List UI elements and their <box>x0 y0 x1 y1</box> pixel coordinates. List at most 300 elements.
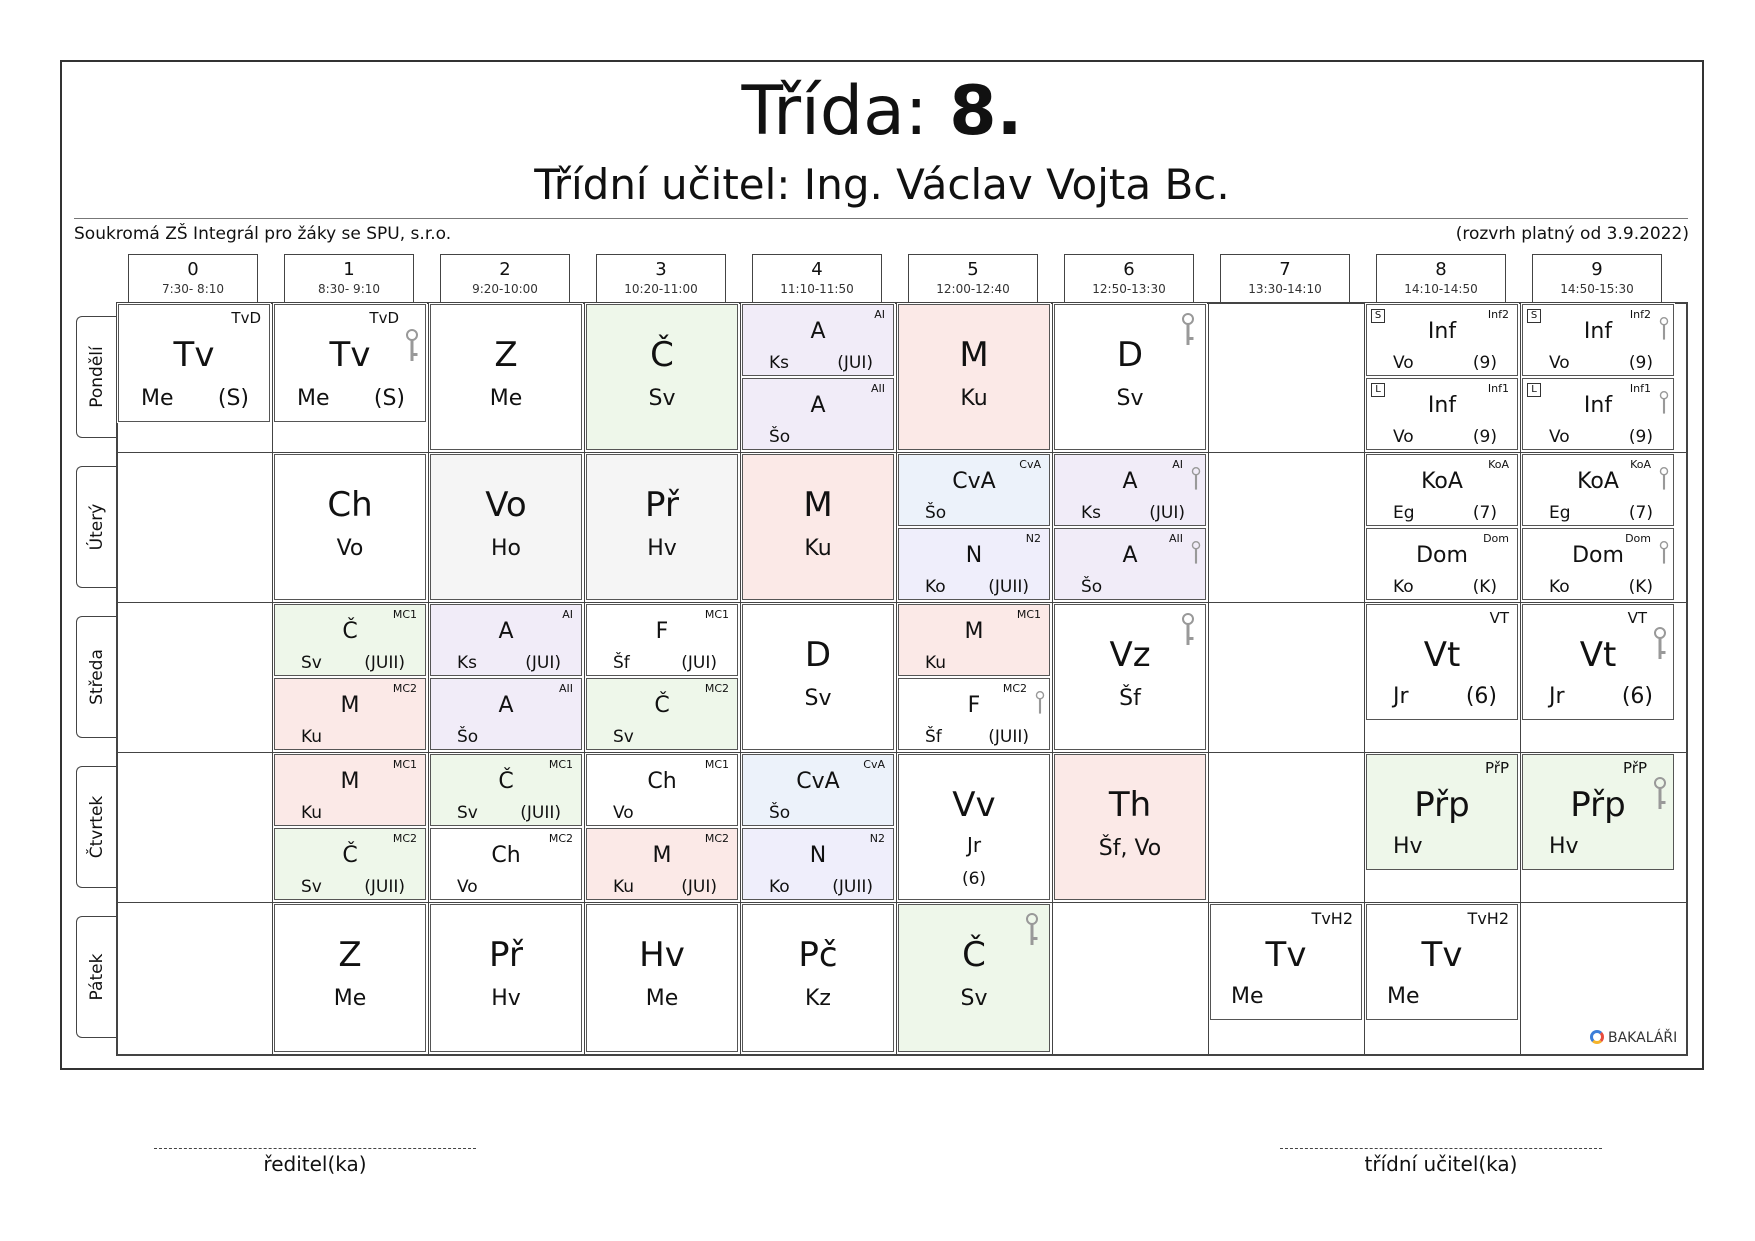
period-time: 12:00-12:40 <box>936 282 1010 296</box>
lesson-cell[interactable] <box>1366 904 1518 1020</box>
subject-label: Pč <box>798 935 838 975</box>
valid-from: (rozvrh platný od 3.9.2022) <box>1455 224 1689 244</box>
teacher-label: Vo <box>457 877 478 897</box>
teacher-label: Me <box>1387 984 1420 1009</box>
signature-line-left <box>154 1148 476 1149</box>
subject-label: Tv <box>329 335 371 375</box>
period-time: 10:20-11:00 <box>624 282 698 296</box>
teacher-label: Me <box>1231 984 1264 1009</box>
subject-label: F <box>967 693 981 718</box>
teacher-label: Jr <box>966 833 982 857</box>
period-number: 6 <box>1123 259 1135 280</box>
teacher-label: Sv <box>804 686 832 711</box>
teacher-label: Me <box>297 386 330 411</box>
teacher-label: Ho <box>490 536 521 561</box>
period-time: 9:20-10:00 <box>472 282 538 296</box>
subject-label: Vv <box>952 785 996 825</box>
lesson-cell[interactable] <box>742 604 894 750</box>
room-label: (S) <box>217 386 249 411</box>
room-label: (JUI) <box>681 877 717 897</box>
subject-label: Ch <box>647 769 677 794</box>
room-label: (K) <box>1628 577 1653 597</box>
lesson-cell[interactable] <box>898 754 1050 900</box>
lesson-cell[interactable] <box>742 754 894 826</box>
row-divider <box>116 452 1688 453</box>
group-label: TvH2 <box>1311 909 1353 928</box>
room-label: (9) <box>1472 427 1497 447</box>
key-icon <box>405 329 419 363</box>
lesson-cell[interactable] <box>742 378 894 450</box>
subject-label: Z <box>494 335 518 375</box>
subject-label: Č <box>498 769 514 794</box>
school-name: Soukromá ZŠ Integrál pro žáky se SPU, s.r.o. <box>74 224 452 244</box>
group-label: MC1 <box>1016 608 1041 621</box>
group-label: CvA <box>863 758 885 771</box>
subject-label: Dom <box>1572 543 1624 568</box>
col-divider <box>1052 302 1053 1056</box>
lesson-cell[interactable] <box>1054 304 1206 450</box>
lesson-cell[interactable] <box>1366 754 1518 870</box>
teacher-label: Hv <box>647 536 677 561</box>
lesson-cell[interactable] <box>586 678 738 750</box>
period-header-8 <box>1376 254 1506 302</box>
teacher-label: Hv <box>491 986 521 1011</box>
teacher-label: Šf, Vo <box>1098 836 1162 861</box>
teacher-label: Hv <box>1549 834 1579 859</box>
group-label: Dom <box>1483 532 1509 545</box>
lesson-cell[interactable] <box>430 604 582 676</box>
subject-label: Č <box>962 935 986 975</box>
lesson-cell[interactable] <box>274 904 426 1052</box>
teacher-label: Sv <box>1116 386 1144 411</box>
teacher-label: Sv <box>301 653 322 673</box>
col-divider <box>1208 302 1209 1056</box>
teacher-label: Vo <box>1549 353 1570 373</box>
teacher-label: Šo <box>769 803 791 823</box>
period-number: 1 <box>343 259 355 280</box>
subject-label: Inf <box>1583 319 1613 344</box>
group-label: MC2 <box>392 832 417 845</box>
group-label: MC2 <box>548 832 573 845</box>
room-label: (JUI) <box>681 653 717 673</box>
room-label: (9) <box>1628 427 1653 447</box>
lesson-cell[interactable] <box>274 304 426 422</box>
subject-label: M <box>803 485 833 525</box>
teacher-label: Šf <box>613 653 630 673</box>
lesson-cell[interactable] <box>1366 304 1518 376</box>
day-tab-tuesday <box>76 466 116 588</box>
corner-marker: S <box>1371 309 1385 323</box>
group-label: PřP <box>1485 759 1509 777</box>
group-label: KoA <box>1488 458 1509 471</box>
title-prefix: Třída: <box>741 72 928 151</box>
period-header-6 <box>1064 254 1194 302</box>
teacher-label: Ko <box>769 877 790 897</box>
group-label: N2 <box>1025 532 1041 545</box>
subject-label: A <box>1122 469 1138 494</box>
subject-label: Přp <box>1414 785 1470 825</box>
class-name: 8. <box>949 72 1023 151</box>
teacher-label: Šf <box>925 727 942 747</box>
col-divider <box>1364 302 1365 1056</box>
period-time: 14:50-15:30 <box>1560 282 1634 296</box>
key-icon <box>1025 913 1039 947</box>
teacher-label: Jr <box>1549 684 1565 709</box>
teacher-label: Ko <box>1393 577 1414 597</box>
teacher-label: Šf <box>1119 686 1141 711</box>
day-label: Čtvrtek <box>86 795 107 859</box>
teacher-label: Eg <box>1393 503 1415 523</box>
lesson-cell[interactable] <box>1522 378 1674 450</box>
lesson-cell[interactable] <box>1366 454 1518 526</box>
room-label: (JUII) <box>988 577 1029 597</box>
lesson-cell[interactable] <box>898 304 1050 450</box>
period-number: 0 <box>187 259 199 280</box>
day-label: Pondělí <box>86 346 107 408</box>
room-label: (6) <box>1621 684 1653 709</box>
lesson-cell[interactable] <box>430 754 582 826</box>
key-icon <box>1653 627 1667 661</box>
row-divider <box>116 752 1688 753</box>
subject-label: KoA <box>1421 469 1463 494</box>
subject-label: M <box>340 769 360 794</box>
key-icon <box>1659 467 1669 491</box>
teacher-label: Ko <box>1549 577 1570 597</box>
day-tab-monday <box>76 316 116 438</box>
lesson-cell[interactable] <box>274 604 426 676</box>
teacher-label: Me <box>333 986 367 1011</box>
room-label: (JUI) <box>525 653 561 673</box>
key-icon <box>1035 691 1045 715</box>
lesson-cell[interactable] <box>898 528 1050 600</box>
group-label: Inf1 <box>1487 382 1509 395</box>
teacher-label: Vo <box>613 803 634 823</box>
subject-label: Č <box>342 619 358 644</box>
period-time: 11:10-11:50 <box>780 282 854 296</box>
teacher-label: Vo <box>1549 427 1570 447</box>
teacher-label: Kz <box>805 986 831 1011</box>
subject-label: Č <box>342 843 358 868</box>
key-icon <box>1659 541 1669 565</box>
teacher-label: Ks <box>457 653 478 673</box>
teacher-label: Šo <box>457 727 479 747</box>
room-label: (JUII) <box>832 877 873 897</box>
period-time: 8:30- 9:10 <box>317 282 381 296</box>
key-icon <box>1181 613 1195 647</box>
lesson-cell[interactable] <box>586 828 738 900</box>
room-label: (K) <box>1472 577 1497 597</box>
lesson-cell[interactable] <box>898 904 1050 1052</box>
lesson-cell[interactable] <box>742 454 894 600</box>
corner-marker: L <box>1527 383 1541 397</box>
subject-label: Z <box>338 935 362 975</box>
header-divider <box>74 218 1688 219</box>
period-number: 7 <box>1279 259 1291 280</box>
subject-label: Vo <box>485 485 527 525</box>
lesson-cell[interactable] <box>1522 604 1674 720</box>
teacher-label: Vo <box>1393 427 1414 447</box>
subject-label: Dom <box>1416 543 1468 568</box>
subject-label: A <box>1122 543 1138 568</box>
lesson-cell[interactable] <box>274 754 426 826</box>
day-tab-wednesday <box>76 616 116 738</box>
group-label: PřP <box>1623 759 1647 777</box>
signature-line-right <box>1280 1148 1602 1149</box>
lesson-cell[interactable] <box>1366 604 1518 720</box>
period-header-1 <box>284 254 414 302</box>
subject-label: D <box>1116 335 1144 375</box>
subject-label: Th <box>1108 785 1152 825</box>
period-time: 12:50-13:30 <box>1092 282 1166 296</box>
subject-label: Přp <box>1570 785 1626 825</box>
day-label: Středa <box>86 649 107 705</box>
teacher-label: Ku <box>613 877 635 897</box>
group-label: MC2 <box>1002 682 1027 695</box>
teacher-label: Šo <box>769 427 791 447</box>
period-header-7 <box>1220 254 1350 302</box>
teacher-label: Ku <box>804 536 832 561</box>
teacher-label: Ks <box>1081 503 1102 523</box>
key-icon <box>1659 391 1669 415</box>
group-label: AII <box>1168 532 1183 545</box>
room-label: (9) <box>1472 353 1497 373</box>
period-time: 14:10-14:50 <box>1404 282 1478 296</box>
teacher-label: Ku <box>301 803 323 823</box>
period-number: 8 <box>1435 259 1447 280</box>
col-divider <box>896 302 897 1056</box>
subject-label: Hv <box>639 935 685 975</box>
class-teacher: Třídní učitel: Ing. Václav Vojta Bc. <box>534 160 1230 209</box>
subject-label: Tv <box>173 335 215 375</box>
lesson-cell[interactable] <box>1366 528 1518 600</box>
subject-label: CvA <box>796 769 840 794</box>
subject-label: Ch <box>491 843 521 868</box>
teacher-label: Me <box>645 986 679 1011</box>
group-label: KoA <box>1630 458 1651 471</box>
period-time: 7:30- 8:10 <box>161 282 225 296</box>
lesson-cell[interactable] <box>898 454 1050 526</box>
lesson-cell[interactable] <box>586 604 738 676</box>
subject-label: A <box>810 393 826 418</box>
lesson-cell[interactable] <box>1522 754 1674 870</box>
group-label: TvD <box>231 309 261 327</box>
group-label: AI <box>562 608 573 621</box>
lesson-cell[interactable] <box>1210 904 1362 1020</box>
day-label: Úterý <box>86 503 107 551</box>
group-label: VT <box>1627 609 1647 627</box>
teacher-label: Sv <box>613 727 634 747</box>
lesson-cell[interactable] <box>1054 604 1206 750</box>
key-icon <box>1659 317 1669 341</box>
group-label: Inf2 <box>1487 308 1509 321</box>
lesson-cell[interactable] <box>430 304 582 450</box>
subject-label: KoA <box>1577 469 1619 494</box>
group-label: AII <box>558 682 573 695</box>
subject-label: Vt <box>1579 635 1617 675</box>
lesson-cell[interactable] <box>1054 754 1206 900</box>
lesson-cell[interactable] <box>1366 378 1518 450</box>
group-label: MC2 <box>704 832 729 845</box>
day-tab-friday <box>76 916 116 1038</box>
teacher-label: Eg <box>1549 503 1571 523</box>
group-label: CvA <box>1019 458 1041 471</box>
teacher-label: Sv <box>648 386 676 411</box>
lesson-cell[interactable] <box>430 678 582 750</box>
lesson-cell[interactable] <box>1054 528 1206 600</box>
room-label: (JUII) <box>364 877 405 897</box>
subject-label: M <box>959 335 989 375</box>
lesson-cell[interactable] <box>586 754 738 826</box>
teacher-label: Sv <box>457 803 478 823</box>
teacher-label: Šo <box>925 503 947 523</box>
lesson-cell[interactable] <box>1522 454 1674 526</box>
room-label: (9) <box>1628 353 1653 373</box>
lesson-cell[interactable] <box>586 304 738 450</box>
period-header-5 <box>908 254 1038 302</box>
lesson-cell[interactable] <box>274 454 426 600</box>
subject-label: Tv <box>1421 935 1463 975</box>
subject-label: A <box>498 693 514 718</box>
group-label: VT <box>1489 609 1509 627</box>
subject-label: M <box>964 619 984 644</box>
teacher-label: Vo <box>1393 353 1414 373</box>
col-divider <box>584 302 585 1056</box>
day-tab-thursday <box>76 766 116 888</box>
room-label: (6) <box>1465 684 1497 709</box>
period-number: 9 <box>1591 259 1603 280</box>
col-divider <box>1520 302 1521 1056</box>
subject-label: Inf <box>1427 319 1457 344</box>
room-label: (JUI) <box>1149 503 1185 523</box>
page-title <box>60 72 1704 152</box>
col-divider <box>272 302 273 1056</box>
group-label: MC2 <box>704 682 729 695</box>
lesson-cell[interactable] <box>430 904 582 1052</box>
lesson-cell[interactable] <box>430 828 582 900</box>
bakalari-icon <box>1590 1030 1604 1044</box>
teacher-label: Sv <box>301 877 322 897</box>
bakalari-logo <box>1590 1030 1677 1046</box>
teacher-label: Hv <box>1393 834 1423 859</box>
period-header-9 <box>1532 254 1662 302</box>
group-label: TvD <box>369 309 399 327</box>
teacher-label: Ko <box>925 577 946 597</box>
group-label: TvH2 <box>1467 909 1509 928</box>
group-label: Dom <box>1625 532 1651 545</box>
subject-label: CvA <box>952 469 996 494</box>
subject-label: M <box>340 693 360 718</box>
group-label: AI <box>874 308 885 321</box>
lesson-cell[interactable] <box>1522 528 1674 600</box>
room-label: (JUII) <box>988 727 1029 747</box>
row-divider <box>116 602 1688 603</box>
teacher-label: Vo <box>336 536 364 561</box>
teacher-label: Jr <box>1393 684 1409 709</box>
period-number: 2 <box>499 259 511 280</box>
brand-name: BAKALÁŘI <box>1608 1030 1678 1046</box>
lesson-cell[interactable] <box>118 304 270 422</box>
period-header-4 <box>752 254 882 302</box>
period-time: 13:30-14:10 <box>1248 282 1322 296</box>
subject-label: Inf <box>1427 393 1457 418</box>
lesson-cell[interactable] <box>430 454 582 600</box>
lesson-cell[interactable] <box>742 828 894 900</box>
subject-label: Tv <box>1265 935 1307 975</box>
lesson-cell[interactable] <box>274 678 426 750</box>
key-icon <box>1181 313 1195 347</box>
signature-label-principal: ředitel(ka) <box>263 1152 367 1176</box>
lesson-cell[interactable] <box>742 904 894 1052</box>
group-label: MC1 <box>548 758 573 771</box>
lesson-cell[interactable] <box>586 454 738 600</box>
subject-label: A <box>810 319 826 344</box>
lesson-cell[interactable] <box>898 604 1050 676</box>
room-label: (6) <box>961 869 987 889</box>
period-number: 5 <box>967 259 979 280</box>
teacher-label: Ku <box>960 386 988 411</box>
group-label: Inf1 <box>1629 382 1651 395</box>
subject-label: Č <box>654 693 670 718</box>
lesson-cell[interactable] <box>898 678 1050 750</box>
room-label: (7) <box>1472 503 1497 523</box>
room-label: (JUII) <box>520 803 561 823</box>
lesson-cell[interactable] <box>742 304 894 376</box>
group-label: MC1 <box>704 608 729 621</box>
corner-marker: S <box>1527 309 1541 323</box>
key-icon <box>1653 777 1667 811</box>
subject-label: Vz <box>1109 635 1151 675</box>
teacher-label: Ku <box>925 653 947 673</box>
subject-label: Č <box>650 335 674 375</box>
key-icon <box>1191 467 1201 491</box>
subject-label: D <box>804 635 832 675</box>
col-divider <box>428 302 429 1056</box>
group-label: MC1 <box>704 758 729 771</box>
teacher-label: Šo <box>1081 577 1103 597</box>
room-label: (7) <box>1628 503 1653 523</box>
group-label: MC2 <box>392 682 417 695</box>
subject-label: N <box>965 543 983 568</box>
signature-label-class-teacher: třídní učitel(ka) <box>1364 1152 1518 1176</box>
room-label: (JUII) <box>364 653 405 673</box>
lesson-cell[interactable] <box>274 828 426 900</box>
subject-label: Př <box>645 485 679 525</box>
group-label: AI <box>1172 458 1183 471</box>
lesson-cell[interactable] <box>1054 454 1206 526</box>
subject-label: N <box>809 843 827 868</box>
lesson-cell[interactable] <box>1522 304 1674 376</box>
teacher-label: Ku <box>301 727 323 747</box>
teacher-label: Ks <box>769 353 790 373</box>
period-number: 4 <box>811 259 823 280</box>
day-label: Pátek <box>86 953 107 1001</box>
period-header-3 <box>596 254 726 302</box>
period-number: 3 <box>655 259 667 280</box>
row-divider <box>116 902 1688 903</box>
group-label: Inf2 <box>1629 308 1651 321</box>
subject-label: Př <box>489 935 523 975</box>
subject-label: Vt <box>1423 635 1461 675</box>
teacher-label: Me <box>141 386 174 411</box>
period-header-0 <box>128 254 258 302</box>
key-icon <box>1191 541 1201 565</box>
subject-label: Ch <box>327 485 373 525</box>
col-divider <box>740 302 741 1056</box>
teacher-label: Me <box>489 386 523 411</box>
group-label: AII <box>870 382 885 395</box>
lesson-cell[interactable] <box>586 904 738 1052</box>
room-label: (JUI) <box>837 353 873 373</box>
